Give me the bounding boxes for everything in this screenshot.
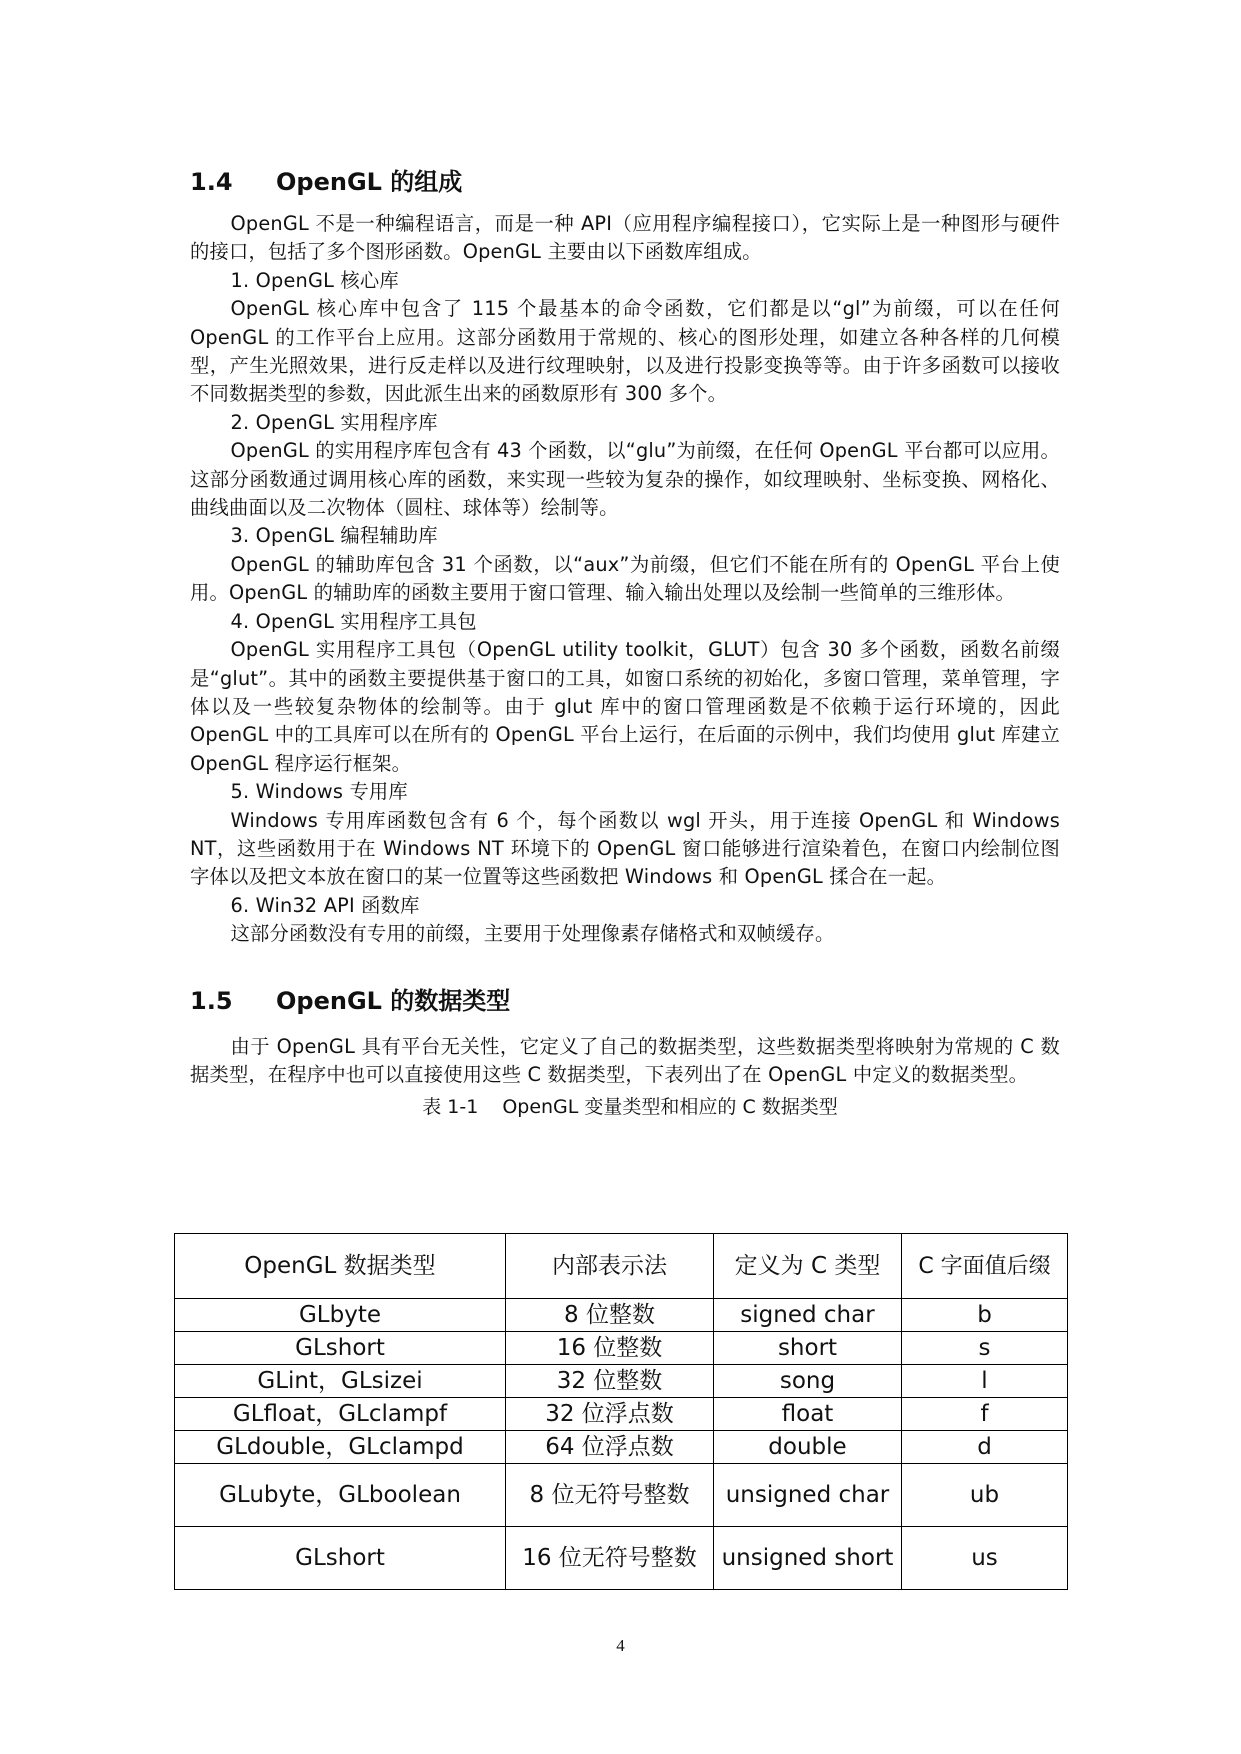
table-row — [175, 1527, 1068, 1590]
table-cell: GLshort — [175, 1332, 506, 1365]
table-cell: f — [902, 1398, 1068, 1431]
subheading: 1. OpenGL 核心库 — [230, 268, 399, 292]
paragraph: OpenGL 实用程序工具包（OpenGL utility toolkit，GLUT）包含 30 多个函数，函数名前缀是“glut”。其中的函数主要提供基于窗口的工具，如窗口系统的初始化，多窗口管理，菜单管理，字体以及一些较复杂物体的绘制等。由于 glut 库中的窗口管理函数是不依赖于运行环境的，因此 OpenGL 中的工具库可以在所有的 OpenGL 平台上运行，在后面的示例中，我们均使用 glut 库建立 OpenGL 程序运行框架。 — [190, 638, 1060, 775]
table-cell: 8 位整数 — [506, 1299, 714, 1332]
table-cell: s — [902, 1332, 1068, 1365]
table-cell: song — [714, 1365, 902, 1398]
section-title: OpenGL 的数据类型 — [276, 986, 511, 1015]
table-cell: unsigned short — [714, 1527, 902, 1590]
table-cell: unsigned char — [714, 1464, 902, 1527]
table-row — [175, 1464, 1068, 1527]
table-cell: ub — [902, 1464, 1068, 1527]
subheading: 2. OpenGL 实用程序库 — [230, 410, 438, 434]
table-cell: short — [714, 1332, 902, 1365]
table-caption — [190, 1093, 1060, 1121]
table-header: 内部表示法 — [506, 1234, 714, 1299]
table-cell: GLshort — [175, 1527, 506, 1590]
table-cell: us — [902, 1527, 1068, 1590]
document-page — [190, 160, 1060, 1121]
table-caption-text: OpenGL 变量类型和相应的 C 数据类型 — [502, 1096, 838, 1119]
table-cell: 8 位无符号整数 — [506, 1464, 714, 1527]
section-heading — [190, 979, 1060, 1023]
table-cell: GLbyte — [175, 1299, 506, 1332]
table-cell: GLdouble，GLclampd — [175, 1431, 506, 1464]
section-1-4 — [190, 160, 1060, 949]
table-row — [175, 1398, 1068, 1431]
subheading: 5. Windows 专用库 — [230, 780, 408, 804]
subheading: 6. Win32 API 函数库 — [230, 893, 420, 917]
subheading: 3. OpenGL 编程辅助库 — [230, 524, 438, 548]
table-row — [175, 1299, 1068, 1332]
paragraph: 由于 OpenGL 具有平台无关性，它定义了自己的数据类型，这些数据类型将映射为常规的 C 数据类型，在程序中也可以直接使用这些 C 数据类型，下表列出了在 OpenGL 中定义的数据类型。 — [190, 1034, 1060, 1086]
table-header: OpenGL 数据类型 — [175, 1234, 506, 1299]
paragraph: OpenGL 的实用程序库包含有 43 个函数，以“glu”为前缀，在任何 OpenGL 平台都可以应用。这部分函数通过调用核心库的函数，来实现一些较为复杂的操作，如纹理映射、坐标变换、网格化、曲线曲面以及二次物体（圆柱、球体等）绘制等。 — [190, 439, 1060, 520]
table-header: 定义为 C 类型 — [714, 1234, 902, 1299]
table-row — [175, 1332, 1068, 1365]
table-cell: 32 位整数 — [506, 1365, 714, 1398]
paragraph: OpenGL 核心库中包含了 115 个最基本的命令函数，它们都是以“gl”为前缀，可以在任何 OpenGL 的工作平台上应用。这部分函数用于常规的、核心的图形处理，如建立各种各样的几何模型，产生光照效果，进行反走样以及进行纹理映射，以及进行投影变换等等。由于许多函数可以接收不同数据类型的参数，因此派生出来的函数原形有 300 多个。 — [190, 297, 1060, 406]
table-caption-number: 表 1-1 — [422, 1096, 479, 1119]
table-cell: GLfloat，GLclampf — [175, 1398, 506, 1431]
table-header: C 字面值后缀 — [902, 1234, 1068, 1299]
paragraph: OpenGL 不是一种编程语言，而是一种 API（应用程序编程接口），它实际上是一种图形与硬件的接口，包括了多个图形函数。OpenGL 主要由以下函数库组成。 — [190, 212, 1060, 264]
table-row — [175, 1365, 1068, 1398]
table-cell: double — [714, 1431, 902, 1464]
table-cell: 32 位浮点数 — [506, 1398, 714, 1431]
table-cell: 64 位浮点数 — [506, 1431, 714, 1464]
table-cell: 16 位整数 — [506, 1332, 714, 1365]
data-type-table — [174, 1233, 1068, 1590]
section-1-5 — [190, 979, 1060, 1122]
table-cell: signed char — [714, 1299, 902, 1332]
table-cell: float — [714, 1398, 902, 1431]
table-cell: 16 位无符号整数 — [506, 1527, 714, 1590]
section-title: OpenGL 的组成 — [276, 168, 463, 196]
subheading: 4. OpenGL 实用程序工具包 — [230, 609, 477, 633]
section-heading — [190, 160, 1060, 204]
table-row — [175, 1431, 1068, 1464]
table-cell: d — [902, 1431, 1068, 1464]
paragraph: OpenGL 的辅助库包含 31 个函数，以“aux”为前缀，但它们不能在所有的 OpenGL 平台上使用。OpenGL 的辅助库的函数主要用于窗口管理、输入输出处理以及绘制一些简单的三维形体。 — [190, 552, 1060, 605]
table-cell: GLint，GLsizei — [175, 1365, 506, 1398]
table-cell: l — [902, 1365, 1068, 1398]
paragraph: 这部分函数没有专用的前缀，主要用于处理像素存储格式和双帧缓存。 — [230, 922, 835, 946]
table-cell: GLubyte，GLboolean — [175, 1464, 506, 1527]
section-number: 1.5 — [190, 986, 233, 1015]
table-cell: b — [902, 1299, 1068, 1332]
section-number: 1.4 — [190, 168, 233, 196]
section-body — [190, 210, 1060, 949]
page-number: 4 — [616, 1636, 625, 1655]
table-header-row — [175, 1234, 1068, 1299]
paragraph: Windows 专用库函数包含有 6 个，每个函数以 wgl 开头，用于连接 OpenGL 和 Windows NT，这些函数用于在 Windows NT 环境下的 OpenGL 窗口能够进行渲染着色，在窗口内绘制位图字体以及把文本放在窗口的某一位置等这些函数把 Windows 和 OpenGL 揉合在一起。 — [190, 808, 1060, 889]
